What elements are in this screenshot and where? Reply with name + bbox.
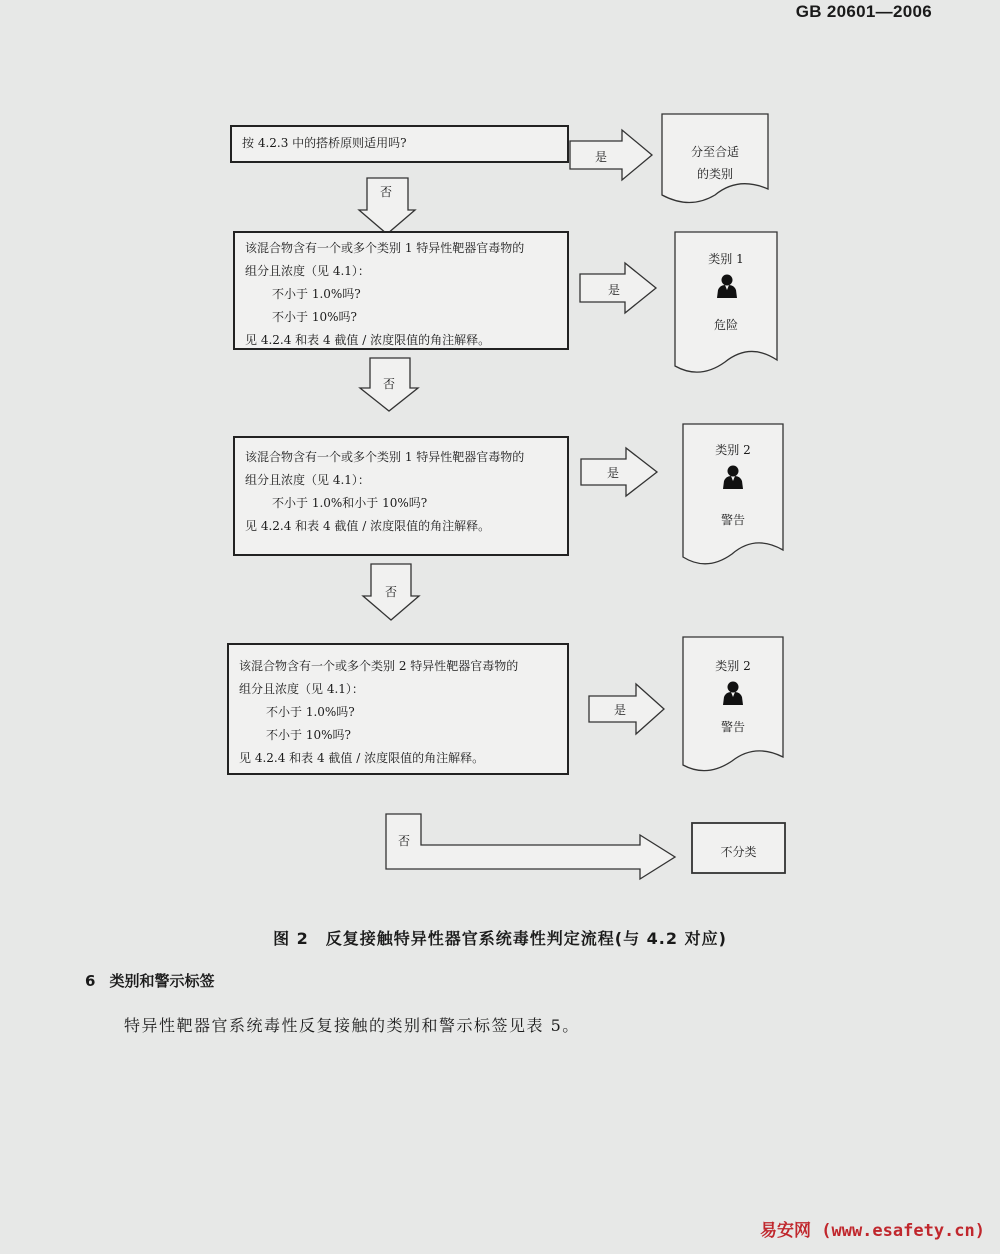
question-box-4 (227, 643, 569, 775)
no-label-3: 否 (385, 585, 398, 599)
watermark-footer[interactable]: 易安网 (www.esafety.cn) (760, 1221, 985, 1241)
yes-label-3: 是 (607, 466, 620, 480)
result-4-category: 类别 2 (715, 659, 751, 673)
question-1-line-1: 按 4.2.3 中的搭桥原则适用吗? (242, 136, 407, 150)
question-2-line-5: 见 4.2.4 和表 4 截值 / 浓度限值的角注解释。 (245, 333, 491, 347)
question-4-line-2: 组分且浓度（见 4.1）： (239, 682, 364, 696)
no-label-4: 否 (398, 834, 411, 848)
result-3-category: 类别 2 (715, 443, 751, 457)
question-2-line-4: 不小于 10%吗? (272, 310, 357, 324)
no-label-2: 否 (383, 377, 396, 391)
result-1-line-1: 分至合适 (690, 145, 739, 159)
result-4-signal-word: 警告 (720, 720, 745, 734)
question-4-line-3: 不小于 1.0%吗? (266, 705, 355, 719)
question-box-2 (233, 231, 569, 350)
question-3-line-3: 不小于 1.0%和小于 10%吗? (272, 496, 428, 510)
standard-number: GB 20601—2006 (795, 2, 932, 21)
no-arrow-bent (386, 814, 675, 879)
question-box-3 (233, 436, 569, 556)
yes-arrow-4 (589, 684, 664, 734)
section-heading (85, 970, 214, 991)
result-2-signal-word: 危险 (713, 318, 738, 332)
health-hazard-icon (722, 464, 744, 490)
question-box-1 (230, 125, 569, 163)
result-1 (662, 141, 768, 185)
body-paragraph: 特异性靶器官系统毒性反复接触的类别和警示标签见表 5。 (124, 1016, 580, 1035)
yes-label-1: 是 (595, 150, 608, 164)
question-3-line-4: 见 4.2.4 和表 4 截值 / 浓度限值的角注解释。 (245, 519, 491, 533)
health-hazard-icon (716, 273, 738, 299)
result-5-not-classified: 不分类 (720, 845, 757, 859)
question-4-line-4: 不小于 10%吗? (266, 728, 351, 742)
health-hazard-icon (722, 680, 744, 706)
no-label-1: 否 (380, 185, 393, 199)
section-number: 6 (85, 972, 96, 990)
result-3-signal-word: 警告 (720, 513, 745, 527)
result-2-category: 类别 1 (708, 252, 744, 266)
question-4-line-1: 该混合物含有一个或多个类别 2 特异性靶器官毒物的 (239, 659, 519, 673)
section-title: 类别和警示标签 (109, 972, 215, 990)
question-3-line-2: 组分且浓度（见 4.1）： (245, 473, 370, 487)
question-2-line-1: 该混合物含有一个或多个类别 1 特异性靶器官毒物的 (245, 241, 525, 255)
yes-label-2: 是 (608, 283, 621, 297)
result-1-line-2: 的类别 (696, 167, 733, 181)
yes-arrow-1 (570, 130, 652, 180)
question-3-line-1: 该混合物含有一个或多个类别 1 特异性靶器官毒物的 (245, 450, 525, 464)
question-4-line-5: 见 4.2.4 和表 4 截值 / 浓度限值的角注解释。 (239, 751, 485, 765)
yes-label-4: 是 (614, 703, 627, 717)
question-2-line-3: 不小于 1.0%吗? (272, 287, 361, 301)
figure-caption: 图 2 反复接触特异性器官系统毒性判定流程(与 4.2 对应) (273, 929, 727, 948)
question-2-line-2: 组分且浓度（见 4.1）： (245, 264, 370, 278)
